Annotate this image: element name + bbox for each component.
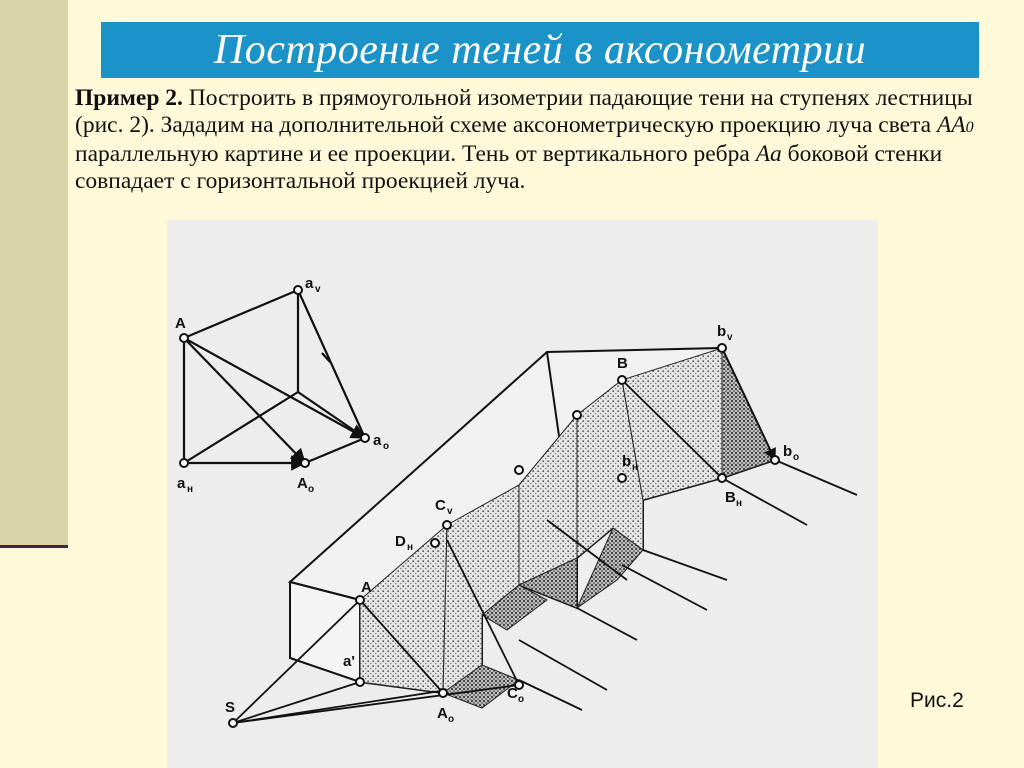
label-Ao-sub: o — [448, 714, 455, 725]
point-A-small — [180, 334, 188, 342]
paragraph-part-2: параллельную картине и ее проекции. Тень от вертикального ребра — [75, 141, 756, 167]
label-bo-sub: o — [793, 452, 800, 463]
ray-sub: 0 — [965, 119, 974, 136]
label-Ao: A — [437, 705, 448, 722]
point-mid2 — [573, 411, 581, 419]
point-ao — [361, 434, 369, 442]
point-bo — [771, 456, 779, 464]
example-label: Пример 2. — [75, 85, 183, 111]
slide-title: Построение теней в аксонометрии — [213, 27, 867, 73]
label-bv-sub: v — [727, 332, 733, 343]
ray-name: AA — [936, 112, 966, 138]
label-bo: b — [783, 443, 793, 460]
label-B: B — [617, 355, 628, 372]
auxiliary-points — [180, 286, 369, 467]
label-Dh-sub: н — [407, 542, 414, 553]
label-bh: b — [622, 453, 632, 470]
auxiliary-scheme — [184, 290, 365, 463]
point-Dh — [431, 539, 439, 547]
label-S: S — [225, 699, 236, 716]
label-av: a — [305, 275, 314, 292]
label-Cv: C — [435, 497, 446, 514]
label-av-sub: v — [315, 284, 321, 295]
point-Bh — [718, 474, 726, 482]
title-bar — [101, 22, 979, 78]
label-Cv-sub: v — [447, 506, 453, 517]
label-A-small: A — [175, 315, 186, 332]
edge-name: Aa — [755, 141, 782, 167]
point-B — [618, 376, 626, 384]
point-S — [229, 719, 237, 727]
label-Bh-sub: н — [736, 498, 743, 509]
label-a-prime: a' — [343, 653, 355, 670]
slide-paragraph — [75, 85, 995, 195]
label-bh-sub: н — [632, 462, 639, 473]
figure-drawing — [167, 220, 878, 768]
point-bh — [618, 474, 626, 482]
point-Cv — [443, 521, 451, 529]
label-Ao-small-sub: o — [308, 484, 315, 495]
label-Ao-small: A — [297, 475, 308, 492]
label-ao: a — [373, 432, 382, 449]
left-decor-band — [0, 0, 68, 545]
point-ah — [180, 459, 188, 467]
left-decor-rule — [0, 545, 68, 548]
paragraph-part-1: Построить в прямоугольной изометрии падающие тени на ступенях лестницы (рис. 2). Зададим на дополнительной схеме аксонометрическую проекцию луча света — [75, 85, 973, 138]
label-Bh: B — [725, 489, 736, 506]
label-ah-sub: н — [187, 484, 194, 495]
staircase-shadow-figure — [167, 220, 878, 768]
label-Dh: D — [395, 533, 406, 550]
label-ao-sub: o — [383, 441, 390, 452]
point-Ao — [439, 689, 447, 697]
point-a-prime — [356, 678, 364, 686]
label-A-main: A — [361, 579, 372, 596]
label-ah: a — [177, 475, 186, 492]
point-mid1 — [515, 466, 523, 474]
figure-caption: Рис.2 — [910, 689, 964, 712]
label-Co: C — [507, 685, 518, 702]
label-bv: b — [717, 323, 727, 340]
point-bv — [718, 344, 726, 352]
label-Co-sub: o — [518, 694, 525, 705]
point-Ao-small — [301, 459, 309, 467]
point-A — [356, 596, 364, 604]
point-av — [294, 286, 302, 294]
paragraph-part-3: боковой стенки совпадает с горизонтальной проекцией луча. — [75, 141, 943, 194]
